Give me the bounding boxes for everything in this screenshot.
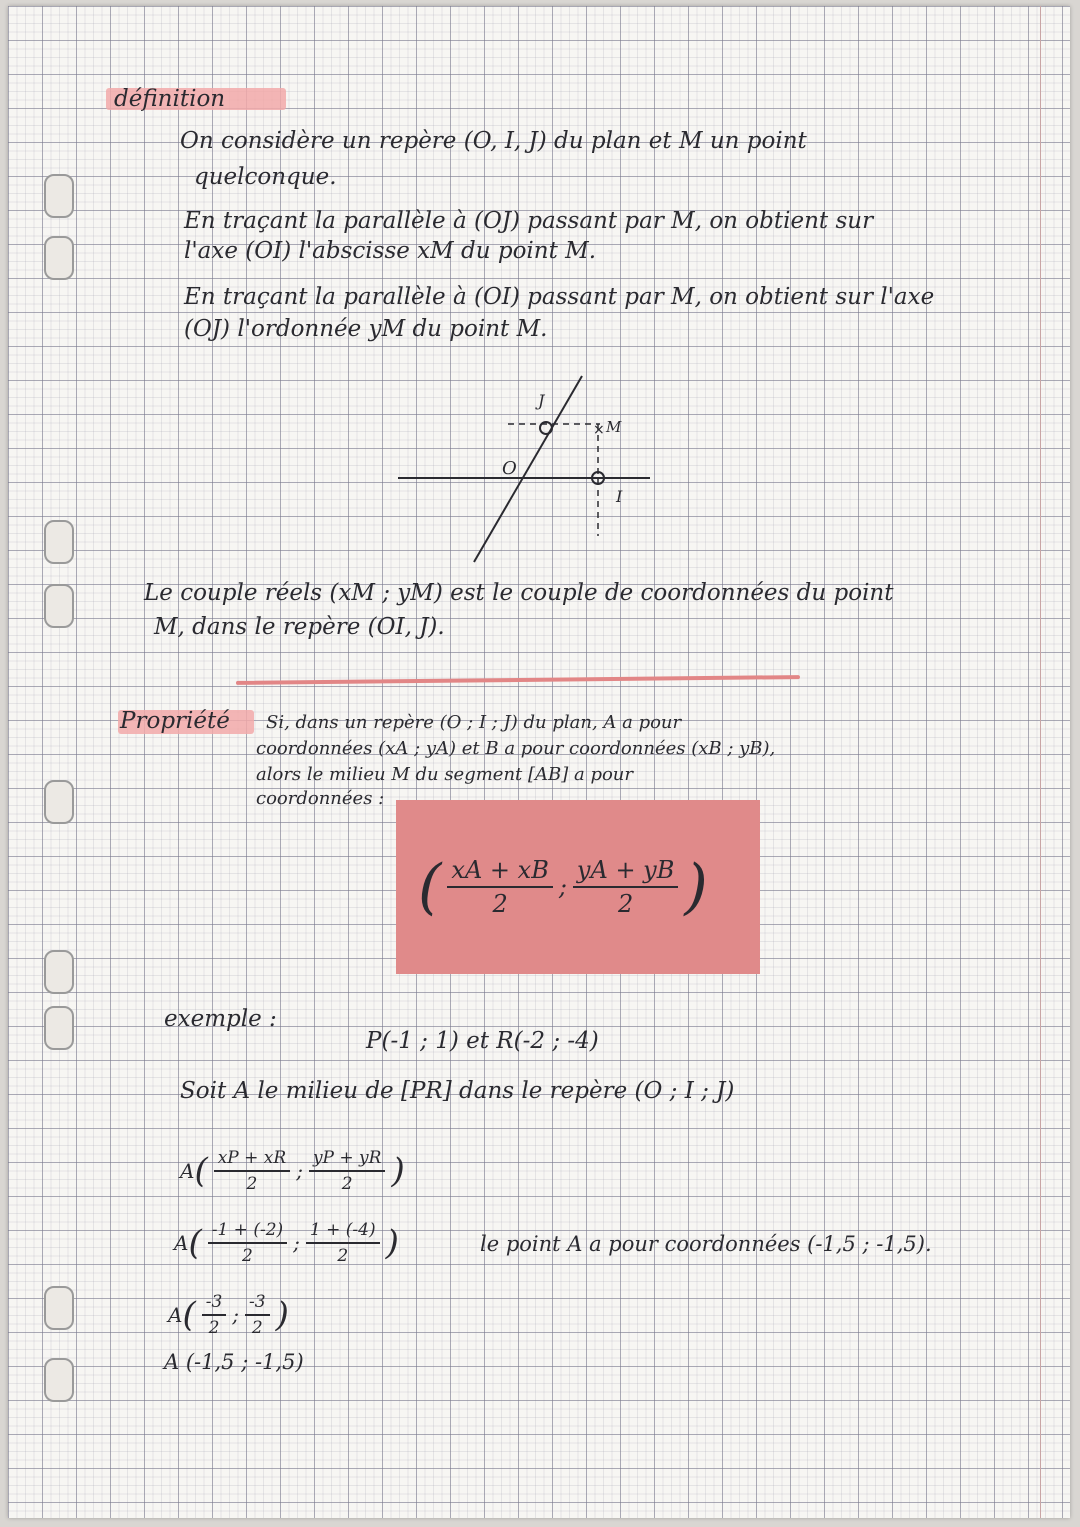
right-paren: ) <box>385 1223 399 1263</box>
label-m: M <box>606 418 622 436</box>
definition-line-6: (OJ) l'ordonnée yM du point M. <box>184 316 548 342</box>
conclusion-line-2: M, dans le repère (OI, J). <box>154 614 445 640</box>
step-fraction-x <box>202 1292 227 1338</box>
calc-step-3 <box>168 1292 289 1338</box>
midpoint-formula <box>418 852 708 922</box>
step-denominator-y: 2 <box>337 1246 349 1266</box>
example-points: P(-1 ; 1) et R(-2 ; -4) <box>366 1028 599 1054</box>
step-fraction-y <box>309 1148 386 1194</box>
step-numerator-x: -1 + (-2) <box>208 1220 287 1244</box>
property-line-1: Si, dans un repère (O ; I ; J) du plan, A a pour <box>266 712 682 733</box>
binder-hole <box>44 780 74 824</box>
property-line-4: coordonnées : <box>256 788 385 809</box>
step-numerator-x: xP + xR <box>214 1148 290 1172</box>
step-separator: ; <box>293 1231 300 1255</box>
step-numerator-y: yP + yR <box>309 1148 386 1172</box>
binder-hole <box>44 950 74 994</box>
left-paren: ( <box>418 852 442 922</box>
step-prefix: A <box>168 1303 183 1327</box>
fraction-y-numerator: yA + yB <box>573 856 678 888</box>
left-paren: ( <box>182 1295 196 1335</box>
step-denominator-y: 2 <box>341 1174 353 1194</box>
right-paren: ) <box>275 1295 289 1335</box>
point-m-marker: × <box>593 422 605 438</box>
step-denominator-x: 2 <box>242 1246 253 1266</box>
binder-hole <box>44 174 74 218</box>
step-denominator-x: 2 <box>208 1318 220 1338</box>
axis-oj <box>474 376 582 562</box>
step-prefix: A <box>180 1159 195 1183</box>
binder-hole <box>44 236 74 280</box>
step-numerator-y: -3 <box>245 1292 270 1316</box>
fraction-y <box>573 856 678 918</box>
example-result: A (-1,5 ; -1,5) <box>164 1350 304 1374</box>
step-numerator-y: 1 + (-4) <box>306 1220 380 1244</box>
section-divider <box>236 675 800 685</box>
calc-step-1 <box>180 1148 405 1194</box>
left-paren: ( <box>194 1151 208 1191</box>
fraction-y-denominator: 2 <box>618 890 634 918</box>
left-paren: ( <box>188 1223 202 1263</box>
example-answer: le point A a pour coordonnées (-1,5 ; -1,5). <box>480 1232 932 1256</box>
step-denominator-x: 2 <box>246 1174 258 1194</box>
label-i: I <box>616 487 623 506</box>
margin-line <box>1040 6 1041 1518</box>
binder-hole <box>44 520 74 564</box>
property-line-3: alors le milieu M du segment [AB] a pour <box>256 764 633 785</box>
binder-hole <box>44 1006 74 1050</box>
conclusion-line-1: Le couple réels (xM ; yM) est le couple de coordonnées du point <box>144 580 894 606</box>
definition-line-3: En traçant la parallèle à (OJ) passant par M, on obtient sur <box>184 208 874 234</box>
binder-hole <box>44 1358 74 1402</box>
notebook-page <box>8 6 1070 1518</box>
binder-hole <box>44 1286 74 1330</box>
definition-line-1: On considère un repère (O, I, J) du plan et M un point <box>180 128 807 154</box>
step-fraction-x <box>208 1220 287 1266</box>
step-prefix: A <box>174 1231 189 1255</box>
formula-separator: ; <box>558 873 567 901</box>
property-heading: Propriété <box>120 708 230 734</box>
binder-hole <box>44 584 74 628</box>
example-statement: Soit A le milieu de [PR] dans le repère (O ; I ; J) <box>180 1078 735 1104</box>
definition-heading: définition <box>114 86 226 112</box>
calc-step-2 <box>174 1220 399 1266</box>
label-j: J <box>538 391 545 410</box>
definition-line-5: En traçant la parallèle à (OI) passant par M, on obtient sur l'axe <box>184 284 935 310</box>
definition-line-4: l'axe (OI) l'abscisse xM du point M. <box>184 238 597 264</box>
step-separator: ; <box>296 1159 303 1183</box>
right-paren: ) <box>684 852 708 922</box>
step-separator: ; <box>232 1303 240 1327</box>
step-fraction-x <box>214 1148 290 1194</box>
step-denominator-y: 2 <box>251 1318 263 1338</box>
step-fraction-y <box>306 1220 380 1266</box>
example-heading: exemple : <box>164 1006 277 1032</box>
property-line-2: coordonnées (xA ; yA) et B a pour coordonnées (xB ; yB), <box>256 738 776 759</box>
right-paren: ) <box>391 1151 405 1191</box>
fraction-x-numerator: xA + xB <box>447 856 552 888</box>
step-fraction-y <box>245 1292 270 1338</box>
coordinate-diagram <box>388 366 668 576</box>
label-origin: O <box>502 458 517 479</box>
step-numerator-x: -3 <box>202 1292 227 1316</box>
fraction-x <box>447 856 552 918</box>
fraction-x-denominator: 2 <box>492 890 508 918</box>
definition-line-2: quelconque. <box>194 164 337 190</box>
